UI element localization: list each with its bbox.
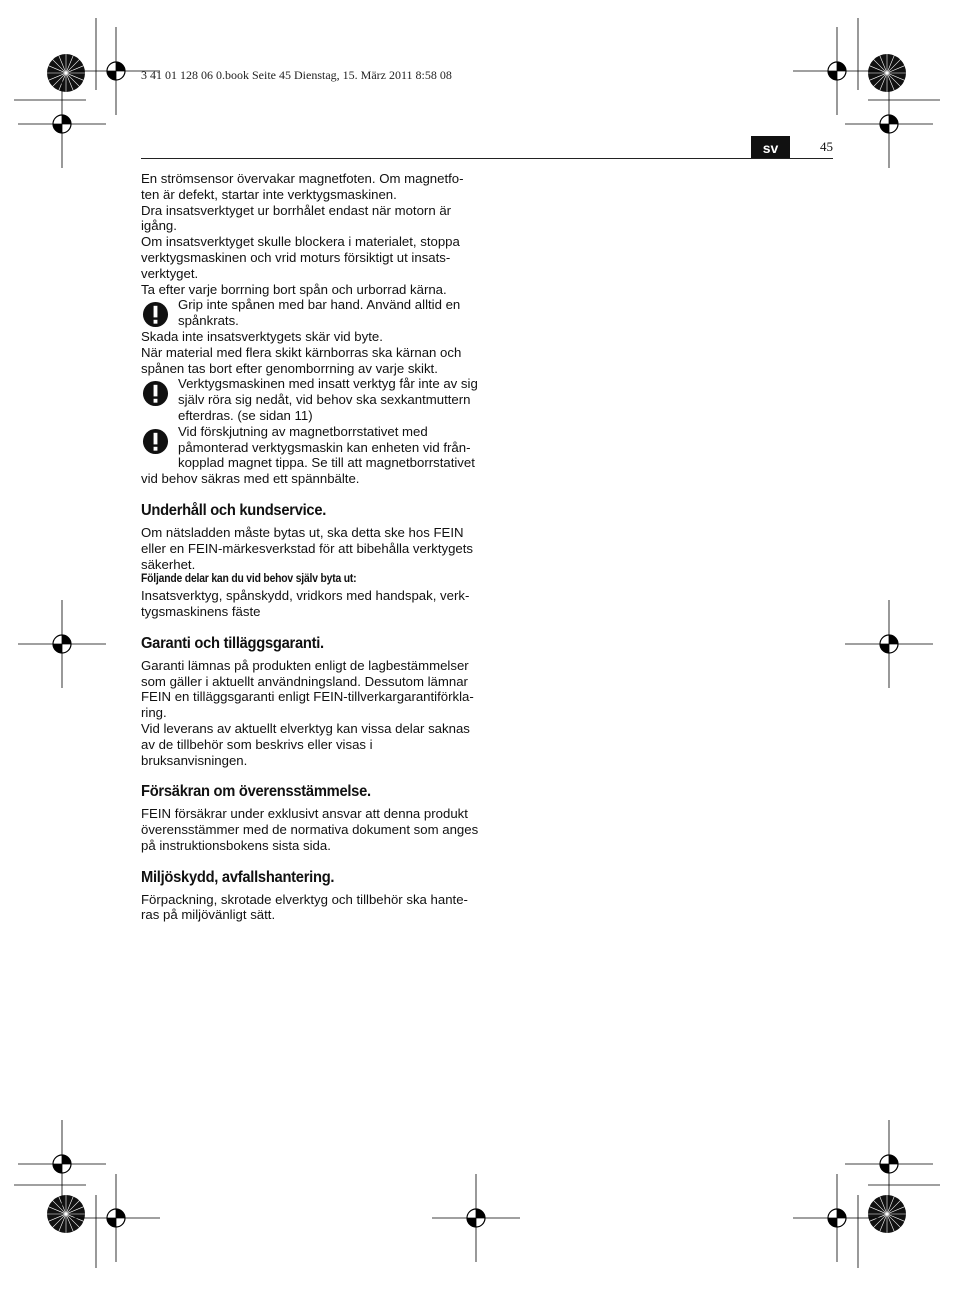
paragraph: När material med flera skikt kärnborras ska kärnan och spånen tas bort efter genomborrning av varje skikt. xyxy=(141,344,462,376)
subheading-replaceable-parts: Följande delar kan du vid behov själv byta ut: xyxy=(141,573,357,586)
warning-text: Verktygsmaskinen med insatt verktyg får inte av sig själv röra sig nedåt, vid behov ska sexkantmuttern efterdras. (se sidan 11) xyxy=(178,376,478,423)
paragraph: Om nätsladden måste bytas ut, ska detta ske hos FEIN eller en FEIN-märkesverkstad för att bibehålla verktygets säkerhet. xyxy=(141,524,474,572)
warning-block xyxy=(141,424,479,471)
paragraph: Ta efter varje borrning bort spån och urborrad kärna. xyxy=(141,281,447,297)
warning-block xyxy=(141,376,479,423)
paragraph: Insatsverktyg, spånskydd, vridkors med handspak, verk-tygsmaskinens fäste xyxy=(141,588,470,619)
warning-icon xyxy=(142,428,169,455)
paragraph: Dra insatsverktyget ur borrhålet endast när motorn är igång. xyxy=(141,202,452,234)
warning-text: Vid förskjutning av magnetborrstativet med påmonterad verktygsmaskin kan enheten vid från-kopplad magnet tippa. Se till att magnetborrstativet xyxy=(178,423,475,471)
warning-block xyxy=(141,297,479,329)
header-rule xyxy=(141,158,833,159)
paragraph: FEIN försäkrar under exklusivt ansvar att denna produkt överensstämmer med de normativa dokument som anges på instruktionsbokens sista sida. xyxy=(141,806,479,853)
warning-icon xyxy=(142,380,169,407)
warning-continuation: vid behov säkras med ett spännbälte. xyxy=(141,471,360,487)
page-number: 45 xyxy=(820,139,833,154)
paragraph: Skada inte insatsverktygets skär vid byte. xyxy=(141,328,383,344)
language-tab: sv xyxy=(751,136,790,158)
paragraph: Vid leverans av aktuellt elverktyg kan vissa delar saknas av de tillbehör som beskrivs eller visas i bruksanvisningen. xyxy=(141,720,470,768)
section-heading-environment: Miljöskydd, avfallshantering. xyxy=(141,868,335,886)
warning-text: Grip inte spånen med bar hand. Använd alltid en spånkrats. xyxy=(178,297,461,329)
section-heading-service: Underhåll och kundservice. xyxy=(141,501,327,519)
section-heading-warranty: Garanti och tilläggsgaranti. xyxy=(141,634,324,652)
paragraph: Garanti lämnas på produkten enligt de lagbestämmelser som gäller i aktuellt användningsland. Dessutom lämnar FEIN en tilläggsgaranti enligt FEIN-tillverkargarantiförkla-ring. xyxy=(141,657,474,721)
warning-icon xyxy=(142,301,169,328)
paragraph: Förpackning, skrotade elverktyg och tillbehör ska hante-ras på miljövänligt sätt. xyxy=(141,891,468,923)
book-meta-line: 3 41 01 128 06 0.book Seite 45 Dienstag, 15. März 2011 8:58 08 xyxy=(141,68,452,82)
paragraph: Om insatsverktyget skulle blockera i materialet, stoppa verktygsmaskinen och vrid moturs försiktigt ut insats-verktyget. xyxy=(141,234,460,281)
text-column xyxy=(141,171,479,923)
paragraph: En strömsensor övervakar magnetfoten. Om magnetfo-ten är defekt, startar inte verktygsmaskinen. xyxy=(141,171,464,202)
section-heading-conformity: Försäkran om överensstämmelse. xyxy=(141,783,371,801)
